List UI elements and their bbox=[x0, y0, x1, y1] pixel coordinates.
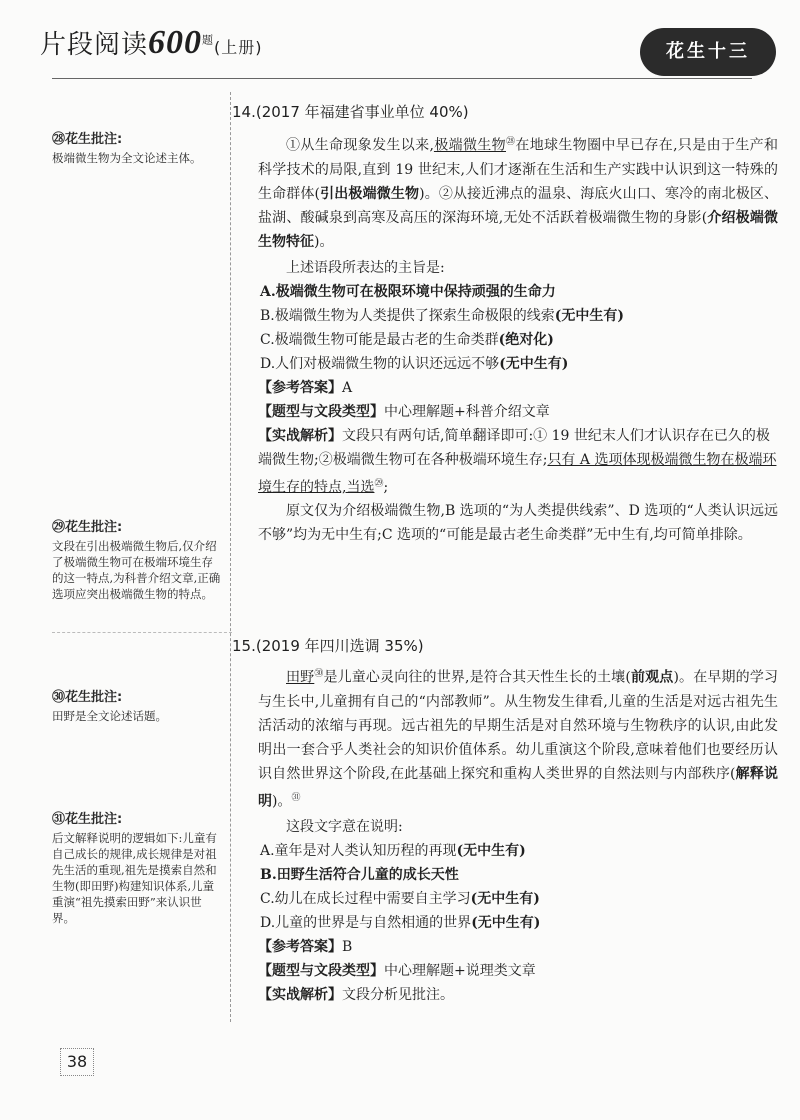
option-text: B.极端微生物为人类提供了探索生命极限的线索 bbox=[260, 307, 555, 324]
option-b bbox=[260, 863, 778, 887]
note-text: 后文解释说明的逻辑如下:儿童有自己成长的规律,成长规律是对祖先生活的重现,祖先是摸索自然和生物(即田野)构建知识体系,儿童重演“祖先摸索田野”来认识世界。 bbox=[52, 831, 217, 925]
note-text: 文段在引出极端微生物后,仅介绍了极端微生物可在极端环境生存的这一特点,为科普介绍文章,正确选项应突出极端微生物的特点。 bbox=[52, 539, 221, 601]
answer-value: B bbox=[342, 939, 353, 956]
analysis-label: 【实战解析】 bbox=[258, 987, 342, 1004]
page-number: 38 bbox=[60, 1048, 94, 1076]
note-marker: ㉚ bbox=[314, 669, 324, 679]
type-label: 【题型与文段类型】 bbox=[258, 963, 384, 980]
question-15 bbox=[232, 634, 778, 1007]
passage bbox=[258, 662, 778, 813]
passage-text: 在地球生物圈中早已存在,只是由于生产和科学技术的局限,直到 19 世纪末,人们才逐渐在生活和生产实践中认识到这一特殊的生命群体( bbox=[258, 137, 779, 202]
answer-label: 【参考答案】 bbox=[258, 379, 342, 396]
option-a bbox=[260, 280, 778, 304]
title-sup: 题 bbox=[202, 33, 215, 47]
note-title: ㉚花生批注: bbox=[52, 690, 123, 705]
option-d bbox=[260, 352, 778, 376]
option-c bbox=[260, 328, 778, 352]
analysis-text: ; bbox=[383, 479, 389, 496]
margin-note-30 bbox=[52, 690, 222, 724]
option-note: (绝对化) bbox=[498, 331, 554, 348]
question-heading: 15.(2019 年四川选调 35%) bbox=[232, 637, 424, 655]
type-value: 中心理解题+说理类文章 bbox=[384, 963, 536, 980]
note-divider bbox=[52, 632, 232, 633]
passage-text: )。②从接近沸点的温泉、海底火山口、寒冷的南北极区、盐湖、酸碱泉到高寒及高压的深海环境,无处不活跃着极端微生物的身影( bbox=[258, 185, 779, 226]
option-text: C.幼儿在成长过程中需要自主学习 bbox=[260, 891, 471, 908]
option-note: (无中生有) bbox=[499, 355, 569, 372]
margin-divider bbox=[230, 92, 232, 1022]
note-title: ㉛花生批注: bbox=[52, 812, 123, 827]
passage-text: 是儿童心灵向往的世界,是符合其天性生长的土壤( bbox=[323, 669, 631, 686]
option-note: (无中生有) bbox=[471, 915, 541, 932]
margin-note-28 bbox=[52, 132, 222, 166]
option-a bbox=[260, 839, 778, 863]
analysis-block bbox=[258, 424, 778, 500]
analysis-label: 【实战解析】 bbox=[258, 427, 342, 444]
option-text: D.儿童的世界是与自然相通的世界 bbox=[260, 915, 472, 932]
type-line bbox=[258, 400, 778, 424]
margin-note-31 bbox=[52, 812, 222, 926]
title-prefix: 片段阅读 bbox=[40, 30, 149, 60]
option-b bbox=[260, 304, 778, 328]
option-list bbox=[258, 839, 778, 935]
answer-line bbox=[258, 935, 778, 959]
passage-text: )。 bbox=[272, 793, 292, 810]
inline-note: 介绍极端微生物特征 bbox=[258, 209, 778, 250]
answer-label: 【参考答案】 bbox=[258, 939, 342, 956]
passage-text: )。 bbox=[314, 233, 334, 250]
note-text: 极端微生物为全文论述主体。 bbox=[52, 151, 202, 165]
question-stem: 上述语段所表达的主旨是: bbox=[286, 259, 445, 276]
option-text: A.童年是对人类认知历程的再现 bbox=[260, 843, 457, 860]
analysis-highlight: 只有 A 选项体现极端微生物在极端环境生存的特点,当选 bbox=[258, 451, 777, 496]
passage bbox=[258, 130, 778, 254]
analysis-text: 文段只有两句话,简单翻译即可:① 19 世纪末人们才认识存在已久的极端微生物;②极端微生物可在各种极端环境生存; bbox=[258, 427, 770, 468]
passage-text: ①从生命现象发生以来, bbox=[286, 137, 434, 154]
keyword-underline: 极端微生物 bbox=[433, 137, 506, 154]
option-list bbox=[258, 280, 778, 376]
passage-text: )。在早期的学习与生长中,儿童拥有自己的“内部教师”。从生物发生律看,儿童的生活是对远古祖先生活活动的浓缩与再现。远古祖先的早期生活是对自然环境与生物秩序的认识,由此发明出一套合乎人类社会的知识价值体系。幼儿重演这个阶段,意味着他们也要经历认识自然世界这个阶段,在此基础上探究和重构人类世界的自然法则与内部秩序( bbox=[258, 669, 778, 782]
margin-note-29 bbox=[52, 520, 222, 602]
question-heading: 14.(2017 年福建省事业单位 40%) bbox=[232, 103, 469, 121]
type-value: 中心理解题+科普介绍文章 bbox=[384, 403, 550, 420]
note-marker: ㉛ bbox=[291, 792, 301, 803]
title-number: 600 bbox=[148, 24, 203, 61]
type-label: 【题型与文段类型】 bbox=[258, 403, 384, 420]
type-line bbox=[258, 959, 778, 983]
option-note: (无中生有) bbox=[554, 307, 624, 324]
option-text: B.田野生活符合儿童的成长天性 bbox=[260, 867, 459, 884]
book-title bbox=[40, 24, 263, 62]
note-marker: ㉙ bbox=[374, 478, 384, 489]
answer-line bbox=[258, 376, 778, 400]
keyword-underline: 田野 bbox=[286, 669, 315, 686]
analysis-text: 文段分析见批注。 bbox=[342, 987, 454, 1004]
option-d bbox=[260, 911, 778, 935]
inline-note: 引出极端微生物 bbox=[320, 185, 420, 202]
question-14 bbox=[232, 100, 779, 547]
option-text: C.极端微生物可能是最古老的生命类群 bbox=[260, 331, 499, 348]
inline-note: 前观点 bbox=[630, 669, 674, 686]
note-title: ㉘花生批注: bbox=[52, 132, 123, 147]
inline-note: 解释说明 bbox=[258, 765, 778, 810]
option-text: A.极端微生物可在极限环境中保持顽强的生命力 bbox=[260, 283, 556, 300]
analysis-text-2: 原文仅为介绍极端微生物,B 选项的“为人类提供线索”、D 选项的“人类认识远远不够”均为无中生有;C 选项的“可能是最古老生命类群”无中生有,均可简单排除。 bbox=[258, 503, 778, 544]
volume-label: (上册) bbox=[214, 38, 263, 57]
header-divider bbox=[52, 78, 752, 79]
option-note: (无中生有) bbox=[470, 891, 540, 908]
question-stem: 这段文字意在说明: bbox=[286, 819, 403, 836]
option-note: (无中生有) bbox=[456, 843, 526, 860]
brand-logo: 花生十三 bbox=[640, 28, 776, 76]
option-text: D.人们对极端微生物的认识还远远不够 bbox=[260, 355, 500, 372]
note-marker: ㉘ bbox=[505, 137, 516, 147]
analysis-line bbox=[258, 983, 778, 1007]
note-text: 田野是全文论述话题。 bbox=[52, 709, 167, 723]
note-title: ㉙花生批注: bbox=[52, 520, 123, 535]
option-c bbox=[260, 887, 778, 911]
answer-value: A bbox=[342, 379, 353, 396]
